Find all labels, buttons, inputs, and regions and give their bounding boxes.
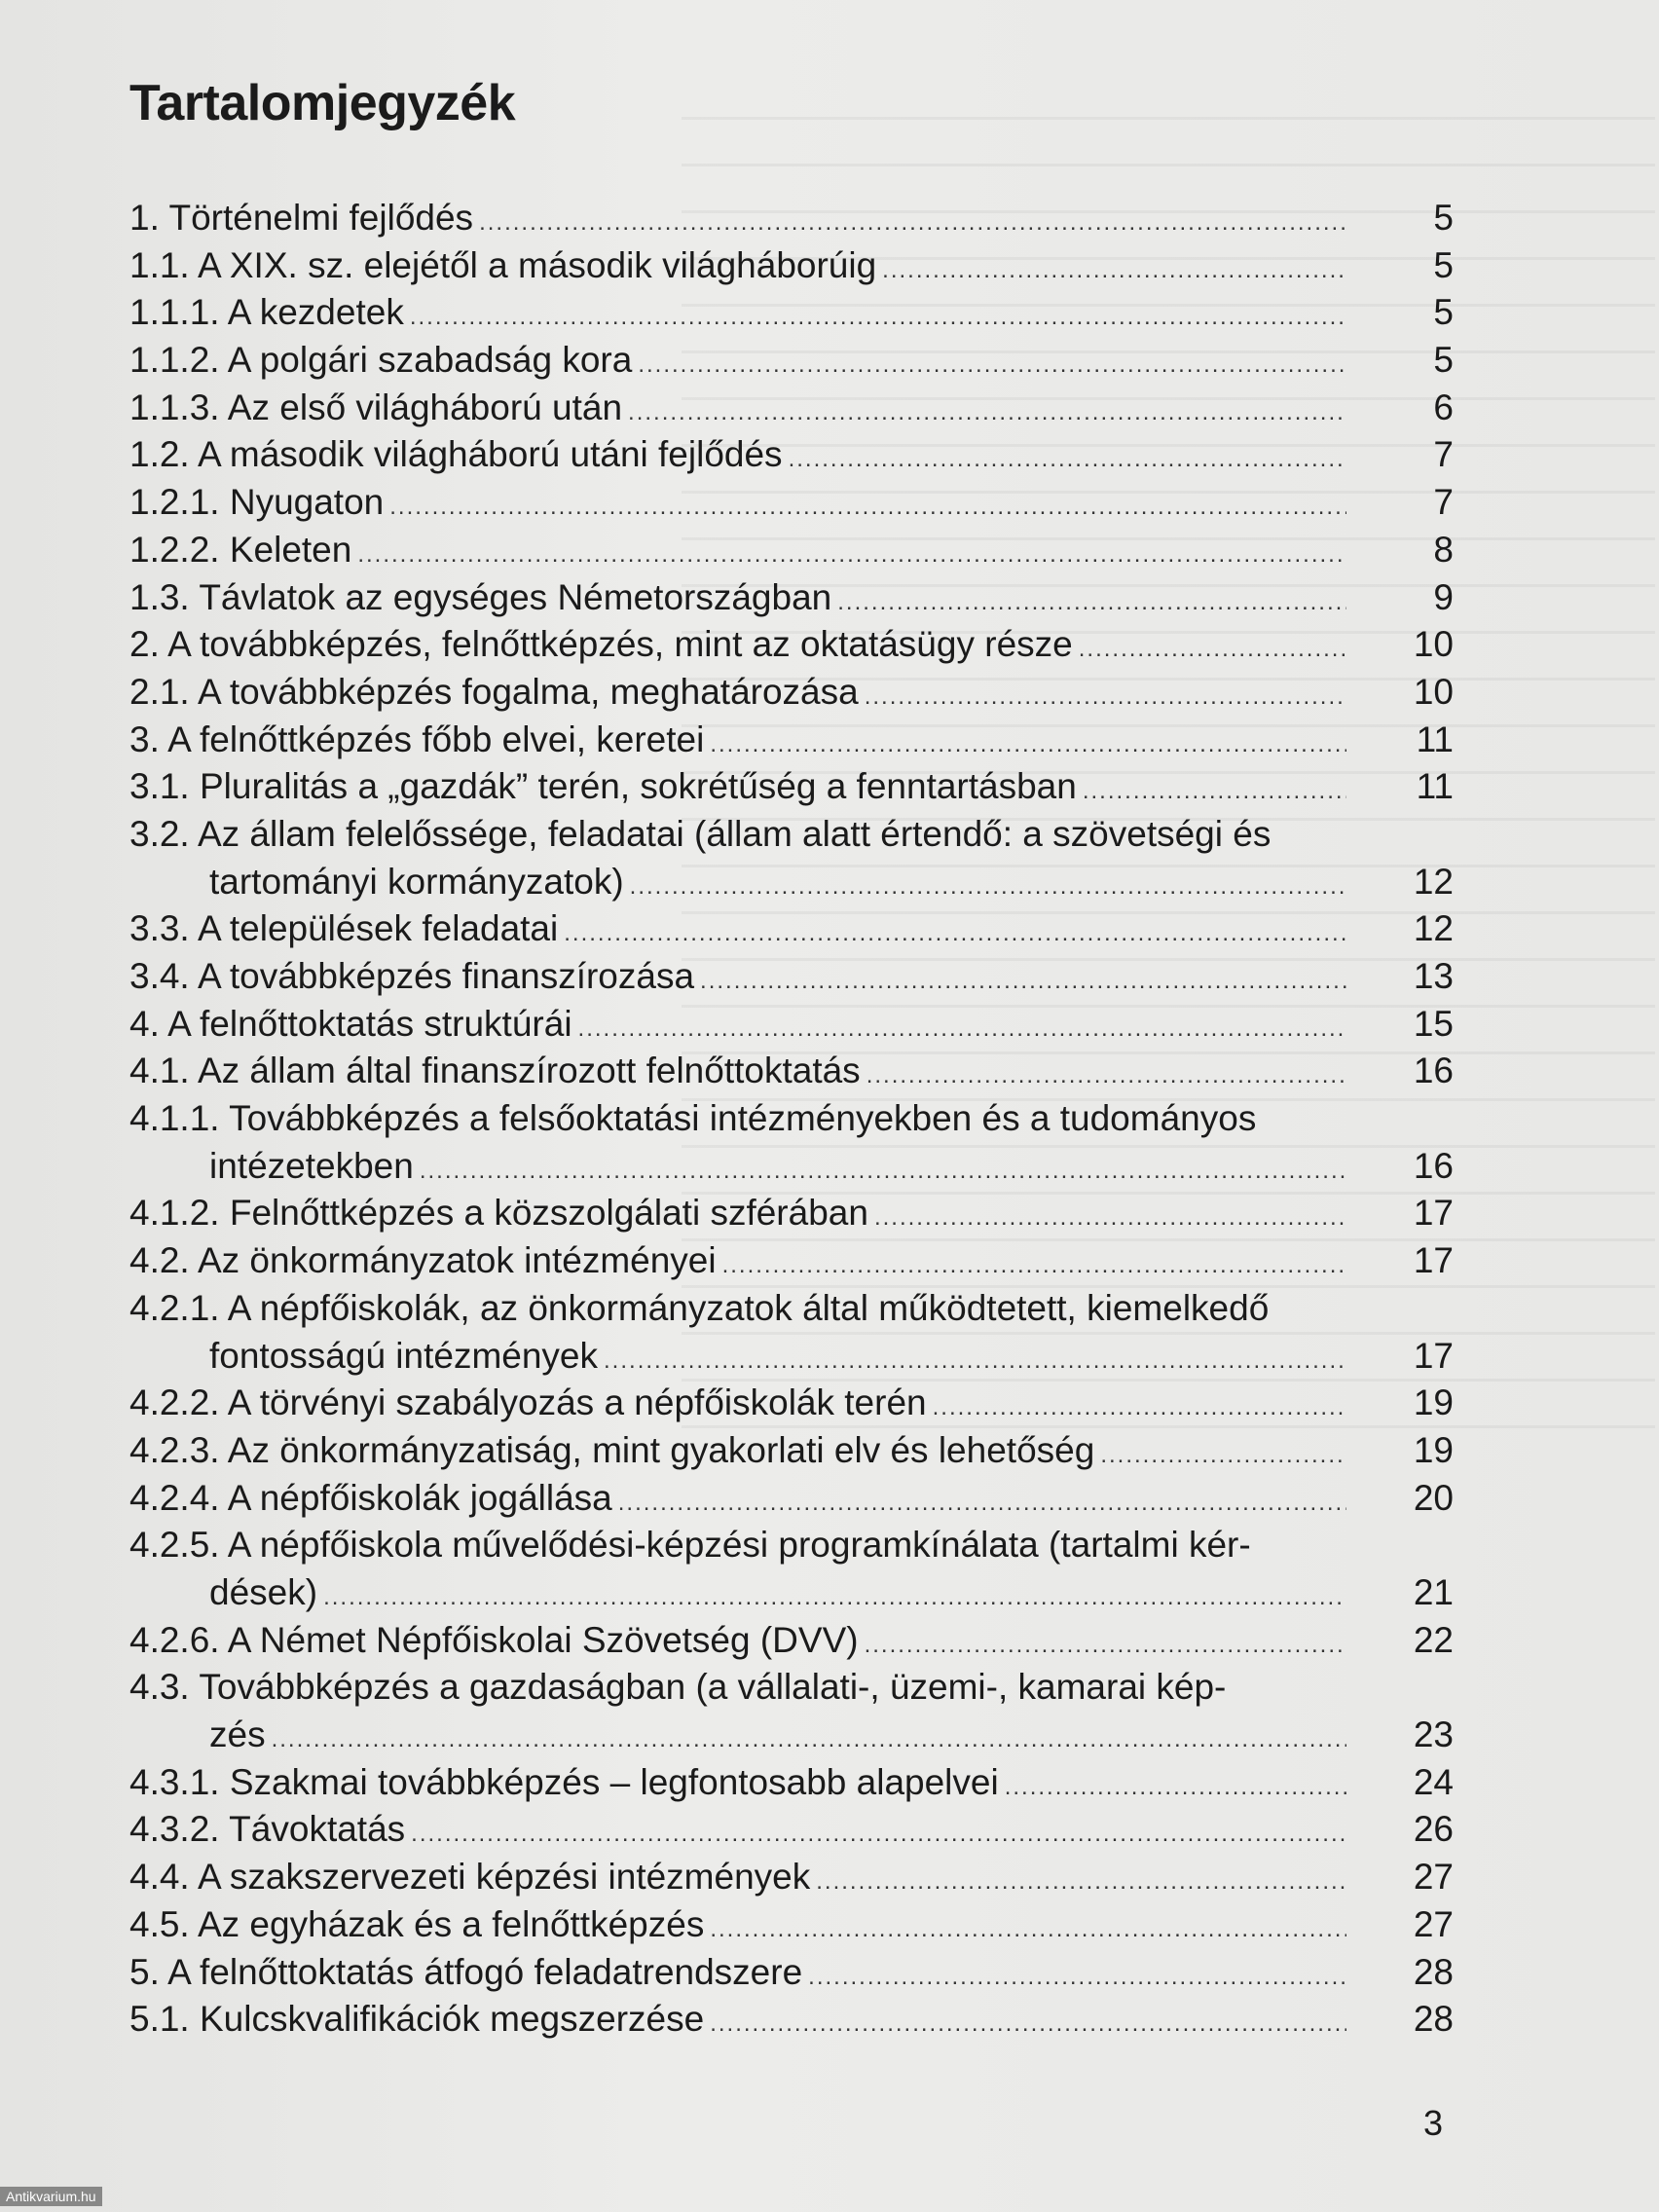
dot-leader xyxy=(630,864,1346,911)
dot-leader xyxy=(479,200,1346,247)
toc-entry-leader-line xyxy=(129,1901,1454,1949)
toc-entry-title-continuation: zés xyxy=(209,1714,266,1755)
toc-entry xyxy=(129,195,1454,242)
toc-entry-title: 1.1.3. Az első világháború után xyxy=(129,387,623,427)
dot-leader xyxy=(865,1622,1346,1670)
toc-entry-page: 21 xyxy=(1413,1572,1454,1612)
toc-entry-title: 1.2.2. Keleten xyxy=(129,529,352,570)
toc-entry-title: 1.1.2. A polgári szabadság kora xyxy=(129,340,633,381)
watermark: Antikvarium.hu xyxy=(0,2187,102,2206)
toc-entry xyxy=(129,1380,1454,1427)
toc-entry-title: 4.2.2. A törvényi szabályozás a népfőiskolák terén xyxy=(129,1382,927,1423)
toc-entry-page: 16 xyxy=(1413,1051,1454,1091)
dot-leader xyxy=(837,579,1346,627)
dot-leader xyxy=(272,1716,1346,1764)
toc-entry xyxy=(129,717,1454,764)
toc-entry xyxy=(129,385,1454,432)
toc-entry-page: 12 xyxy=(1413,908,1454,949)
dot-leader xyxy=(789,436,1346,484)
toc-entry-title: 4.5. Az egyházak és a felnőttképzés xyxy=(129,1903,705,1944)
toc-entry-leader-line xyxy=(129,431,1454,479)
toc-entry xyxy=(129,1427,1454,1475)
dot-leader xyxy=(882,247,1346,295)
toc-entry-leader-line xyxy=(129,1949,1454,1997)
toc-entry-leader-line xyxy=(129,385,1454,432)
toc-entry-page: 7 xyxy=(1433,434,1454,475)
toc-entry-title: 4.4. A szakszervezeti képzési intézmények xyxy=(129,1857,811,1898)
toc-entry-page: 26 xyxy=(1413,1809,1454,1850)
toc-entry-page: 11 xyxy=(1416,719,1454,759)
toc-entry-title: 3. A felnőttképzés főbb elvei, keretei xyxy=(129,719,705,759)
dot-leader xyxy=(816,1859,1346,1906)
toc-entry-title-continuation: intézetekben xyxy=(209,1145,414,1186)
toc-entry xyxy=(129,431,1454,479)
dot-leader xyxy=(1079,626,1346,674)
dot-leader xyxy=(420,1148,1346,1196)
toc-entry-page: 22 xyxy=(1413,1619,1454,1660)
toc-entry-title: 4. A felnőttoktatás struktúrái xyxy=(129,1003,572,1044)
toc-entry-title: 4.3. Továbbképzés a gazdaságban (a vállalati-, üzemi-, kamarai kép- xyxy=(129,1667,1227,1708)
dot-leader xyxy=(710,2001,1346,2048)
toc-entry xyxy=(129,1001,1454,1049)
toc-entry-page: 7 xyxy=(1433,482,1454,523)
dot-leader xyxy=(710,721,1346,769)
toc-entry-leader-line xyxy=(129,1569,1454,1617)
toc-entry-title-continuation: tartományi kormányzatok) xyxy=(209,861,624,902)
toc-entry-page: 16 xyxy=(1413,1145,1454,1186)
dot-leader xyxy=(604,1338,1346,1385)
toc-entry xyxy=(129,1285,1454,1380)
toc-entry-title: 4.2.5. A népfőiskola művelődési-képzési programkínálata (tartalmi kér- xyxy=(129,1525,1251,1566)
toc-entry-leader-line xyxy=(129,337,1454,385)
toc-entry xyxy=(129,1095,1454,1190)
toc-entry xyxy=(129,289,1454,337)
toc-entry-title: 3.4. A továbbképzés finanszírozása xyxy=(129,956,695,997)
toc-entry-page: 5 xyxy=(1433,244,1454,285)
toc-entry xyxy=(129,242,1454,290)
dot-leader xyxy=(323,1574,1346,1622)
toc-entry-page: 10 xyxy=(1413,624,1454,665)
toc-entry-leader-line xyxy=(129,1380,1454,1427)
toc-entry-leader-line xyxy=(129,1143,1454,1191)
toc-entry-title: 4.3.1. Szakmai továbbképzés – legfontosabb alapelvei xyxy=(129,1761,999,1802)
toc-entry xyxy=(129,763,1454,811)
toc-entry-title: 4.2.3. Az önkormányzatiság, mint gyakorlati elv és lehetőség xyxy=(129,1429,1095,1470)
toc-entry xyxy=(129,1048,1454,1095)
toc-entry-page: 19 xyxy=(1413,1429,1454,1470)
toc-entry xyxy=(129,1901,1454,1949)
toc-entry xyxy=(129,811,1454,905)
toc-entry xyxy=(129,1759,1454,1807)
dot-leader xyxy=(357,532,1346,579)
page-number: 3 xyxy=(1423,2103,1444,2143)
toc-entry xyxy=(129,1996,1454,2044)
toc-entry-leader-line xyxy=(129,669,1454,717)
toc-entry-leader-line xyxy=(129,1996,1454,2044)
toc-entry-page: 5 xyxy=(1433,198,1454,238)
toc-entry xyxy=(129,1237,1454,1285)
toc-entry-leader-line xyxy=(129,1854,1454,1901)
toc-entry xyxy=(129,953,1454,1001)
toc-entry-leader-line xyxy=(129,1190,1454,1237)
toc-entry-page: 15 xyxy=(1413,1003,1454,1044)
toc-entry-title: 4.1.2. Felnőttképzés a közszolgálati szférában xyxy=(129,1193,868,1234)
toc-entry xyxy=(129,1664,1454,1758)
toc-entry-title: 5.1. Kulcskvalifikációk megszerzése xyxy=(129,1999,705,2040)
toc-entry-page: 12 xyxy=(1413,861,1454,902)
toc-entry-leader-line xyxy=(129,1475,1454,1523)
toc-entry-title: 4.3.2. Távoktatás xyxy=(129,1809,406,1850)
toc-entry-leader-line xyxy=(129,621,1454,669)
dot-leader xyxy=(1100,1432,1346,1480)
toc-entry-leader-line xyxy=(129,763,1454,811)
toc-entry-leader-line xyxy=(129,1427,1454,1475)
dot-leader xyxy=(722,1242,1346,1290)
toc-entry-leader-line xyxy=(129,1806,1454,1854)
toc-entry-title-continuation: dések) xyxy=(209,1571,318,1612)
table-of-contents xyxy=(129,195,1454,2044)
toc-entry-page: 6 xyxy=(1433,387,1454,427)
toc-entry-page: 17 xyxy=(1413,1335,1454,1376)
toc-entry-title: 1. Történelmi fejlődés xyxy=(129,198,474,238)
toc-entry-page: 17 xyxy=(1413,1193,1454,1234)
toc-entry-page: 28 xyxy=(1413,1999,1454,2040)
toc-entry-page: 27 xyxy=(1413,1903,1454,1944)
dot-leader xyxy=(700,958,1346,1006)
toc-entry-page: 11 xyxy=(1416,766,1454,807)
toc-entry-title: 3.2. Az állam felelőssége, feladatai (állam alatt értendő: a szövetségi és xyxy=(129,813,1272,854)
toc-entry-leader-line xyxy=(129,195,1454,242)
toc-entry-page: 10 xyxy=(1413,671,1454,712)
toc-entry-title: 1.2.1. Nyugaton xyxy=(129,482,385,523)
dot-leader xyxy=(808,1954,1346,2002)
toc-entry-title: 1.1. A XIX. sz. elejétől a második világháborúig xyxy=(129,244,877,285)
toc-entry-page: 23 xyxy=(1413,1714,1454,1755)
toc-entry-title: 2. A továbbképzés, felnőttképzés, mint az oktatásügy része xyxy=(129,624,1073,665)
toc-entry xyxy=(129,621,1454,669)
toc-entry-page: 8 xyxy=(1433,529,1454,570)
dot-leader xyxy=(389,484,1346,532)
toc-entry-leader-line xyxy=(129,1333,1454,1381)
toc-entry xyxy=(129,337,1454,385)
dot-leader xyxy=(1083,768,1346,816)
toc-entry-leader-line xyxy=(129,905,1454,953)
toc-entry-title: 4.2.6. A Német Népfőiskolai Szövetség (DVV) xyxy=(129,1619,859,1660)
toc-entry-leader-line xyxy=(129,242,1454,290)
toc-entry-title: 4.2. Az önkormányzatok intézményei xyxy=(129,1240,717,1281)
toc-entry-page: 17 xyxy=(1413,1240,1454,1281)
toc-entry-title-continuation: fontosságú intézmények xyxy=(209,1335,599,1376)
toc-entry-leader-line xyxy=(129,289,1454,337)
toc-entry-leader-line xyxy=(129,953,1454,1001)
toc-entry xyxy=(129,1475,1454,1523)
toc-entry-leader-line xyxy=(129,479,1454,527)
toc-entry-title: 3.1. Pluralitás a „gazdák” terén, sokrétűség a fenntartásban xyxy=(129,766,1077,807)
toc-entry xyxy=(129,1617,1454,1665)
toc-entry-page: 19 xyxy=(1413,1382,1454,1423)
toc-entry-title: 4.2.1. A népfőiskolák, az önkormányzatok által működtetett, kiemelkedő xyxy=(129,1287,1270,1328)
toc-entry xyxy=(129,669,1454,717)
toc-entry-page: 24 xyxy=(1413,1761,1454,1802)
dot-leader xyxy=(578,1006,1346,1053)
toc-entry-page: 27 xyxy=(1413,1857,1454,1898)
toc-entry-leader-line xyxy=(129,1617,1454,1665)
toc-entry-page: 9 xyxy=(1433,576,1454,617)
toc-entry xyxy=(129,574,1454,622)
toc-entry xyxy=(129,1949,1454,1997)
toc-entry-title: 5. A felnőttoktatás átfogó feladatrendszere xyxy=(129,1951,803,1992)
toc-entry-leader-line xyxy=(129,527,1454,574)
toc-entry-title: 4.1.1. Továbbképzés a felsőoktatási intézményekben és a tudományos xyxy=(129,1098,1257,1139)
page-title: Tartalomjegyzék xyxy=(129,75,516,131)
dot-leader xyxy=(410,294,1346,342)
toc-entry-title: 4.2.4. A népfőiskolák jogállása xyxy=(129,1477,612,1518)
toc-entry-page: 20 xyxy=(1413,1477,1454,1518)
toc-entry-title: 3.3. A települések feladatai xyxy=(129,908,559,949)
dot-leader xyxy=(866,1052,1346,1100)
toc-entry-leader-line xyxy=(129,1759,1454,1807)
toc-entry-page: 13 xyxy=(1413,956,1454,997)
toc-entry-leader-line xyxy=(129,717,1454,764)
toc-entry xyxy=(129,1190,1454,1237)
toc-entry-leader-line xyxy=(129,1237,1454,1285)
toc-entry-title: 1.1.1. A kezdetek xyxy=(129,292,404,333)
toc-entry-leader-line xyxy=(129,1048,1454,1095)
toc-entry-page: 28 xyxy=(1413,1951,1454,1992)
toc-entry-page: 5 xyxy=(1433,340,1454,381)
toc-entry xyxy=(129,527,1454,574)
dot-leader xyxy=(710,1906,1346,1954)
toc-entry-leader-line xyxy=(129,574,1454,622)
dot-leader xyxy=(933,1384,1346,1432)
dot-leader xyxy=(874,1195,1346,1242)
dot-leader xyxy=(865,674,1346,721)
toc-entry-title: 1.3. Távlatok az egységes Németországban xyxy=(129,576,832,617)
toc-entry-title: 2.1. A továbbképzés fogalma, meghatározása xyxy=(129,671,859,712)
dot-leader xyxy=(628,389,1346,437)
toc-entry-leader-line xyxy=(129,1001,1454,1049)
toc-entry-title: 1.2. A második világháború utáni fejlődés xyxy=(129,434,783,475)
toc-entry-leader-line xyxy=(129,859,1454,906)
toc-entry xyxy=(129,905,1454,953)
toc-entry-title: 4.1. Az állam által finanszírozott felnőttoktatás xyxy=(129,1051,861,1091)
toc-entry-leader-line xyxy=(129,1712,1454,1759)
dot-leader xyxy=(564,910,1346,958)
dot-leader xyxy=(638,342,1346,389)
toc-entry xyxy=(129,1522,1454,1616)
toc-entry-page: 5 xyxy=(1433,292,1454,333)
dot-leader xyxy=(411,1811,1346,1859)
dot-leader xyxy=(1005,1764,1346,1812)
toc-entry xyxy=(129,1854,1454,1901)
dot-leader xyxy=(618,1480,1346,1528)
toc-entry xyxy=(129,479,1454,527)
toc-entry xyxy=(129,1806,1454,1854)
